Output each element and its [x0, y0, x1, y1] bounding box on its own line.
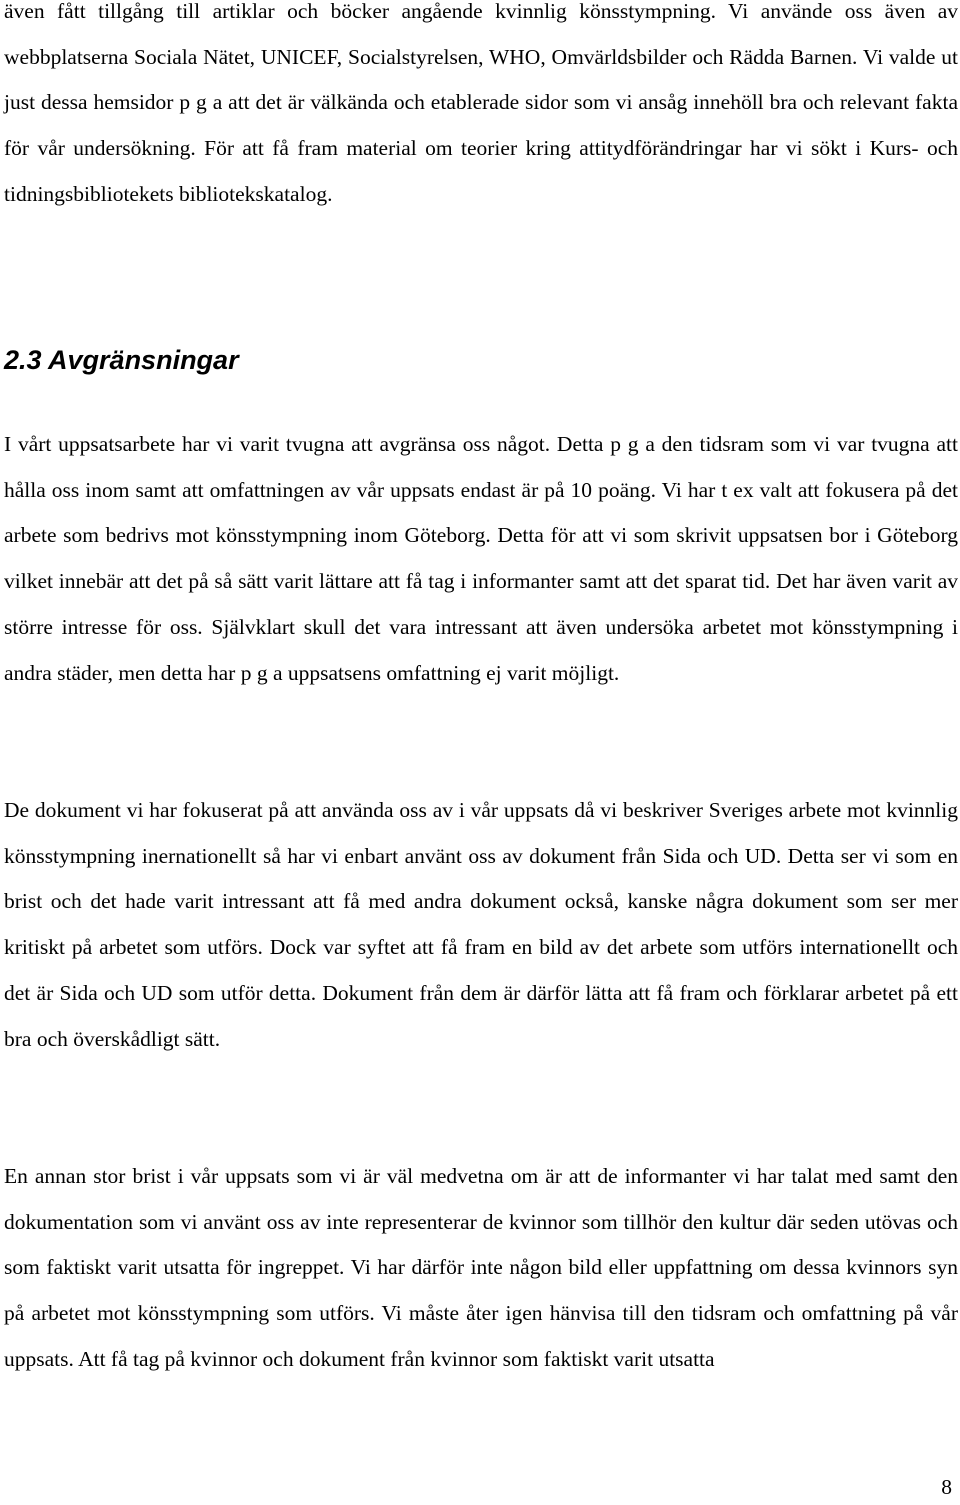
- paragraph-delimitation-scope: I vårt uppsatsarbete har vi varit tvugna att avgränsa oss något. Detta p g a den tidsram som vi var tvugna att hålla oss inom samt att omfattningen av vår uppsats endast är på 10 poäng. Vi har t ex valt att fokusera på det arbete som bedrivs mot könsstympning inom Göteborg. Detta för att vi som skrivit uppsatsen bor i Göteborg vilket innebär att det på så sätt varit lättare att få tag i informanter samt att det sparat tid. Det har även varit av större intresse för oss. Självklart skull det vara intressant att även undersöka arbetet mot könsstympning i andra städer, men detta har p g a uppsatsens omfattning ej varit möjligt.: [4, 432, 958, 685]
- paragraph-delimitation-informants: En annan stor brist i vår uppsats som vi är väl medvetna om är att de informanter vi har talat med samt den dokumentation som vi använt oss av inte representerar de kvinnor som tillhör den kultur där seden utövas och som faktiskt varit utsatta för ingreppet. Vi har därför inte någon bild eller uppfattning om dessa kvinnors syn på arbetet mot könsstympning som utförs. Vi måste åter igen hänvisa till den tidsram och omfattning på vår uppsats. Att få tag på kvinnor och dokument från kvinnor som faktiskt varit utsatta: [4, 1164, 958, 1371]
- paragraph-sources: även fått tillgång till artiklar och böcker angående kvinnlig könsstympning. Vi använde oss även av webbplatserna Sociala Nätet, UNICEF, Socialstyrelsen, WHO, Omvärldsbilder och Rädda Barnen. Vi valde ut just dessa hemsidor p g a att det är välkända och etablerade sidor som vi ansåg innehöll bra och relevant fakta för vår undersökning. För att få fram material om teorier kring attitydförändringar har vi sökt i Kurs- och tidningsbibliotekets bibliotekskatalog.: [4, 0, 958, 206]
- paragraph-delimitation-documents: De dokument vi har fokuserat på att använda oss av i vår uppsats då vi beskriver Sveriges arbete mot kvinnlig könsstympning inernationellt så har vi enbart använt oss av dokument från Sida och UD. Detta ser vi som en brist och det hade varit intressant att få med andra dokument också, kanske några dokument som ser mer kritiskt på arbetet som utförs. Dock var syftet att få fram en bild av det arbete som utförs internationellt och det är Sida och UD som utför detta. Dokument från dem är därför lätta att få fram och förklarar arbetet på ett bra och överskådligt sätt.: [4, 798, 958, 1051]
- page-number: 8: [941, 1475, 952, 1499]
- section-heading: 2.3 Avgränsningar: [4, 345, 239, 375]
